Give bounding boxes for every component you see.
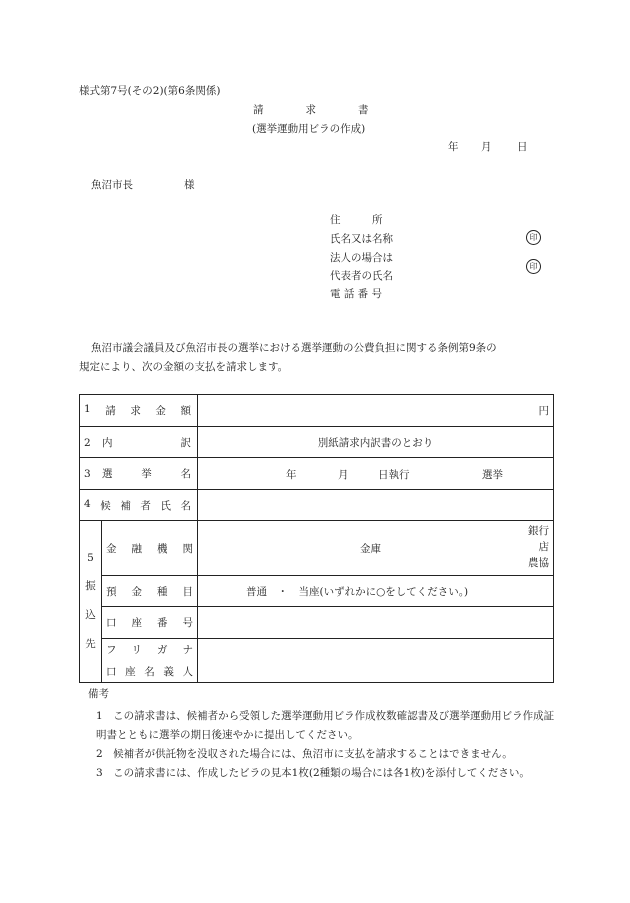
amount-label-cell	[80, 395, 198, 427]
label-char: 者	[140, 499, 151, 512]
election-value-cell[interactable]	[198, 458, 554, 490]
applicant-corp-line2: 代表者の氏名	[330, 270, 393, 282]
addressee-name: 魚沼市長	[91, 179, 133, 191]
label-char: 選	[102, 468, 113, 480]
date-year-label: 年	[448, 141, 459, 153]
label-char: 挙	[141, 468, 152, 480]
label-char: 名	[144, 665, 155, 678]
furigana-label-cell	[102, 639, 198, 661]
row-number: 3	[84, 468, 91, 480]
form-number: 様式第7号(その2)(第6条関係)	[79, 85, 221, 97]
label-char: 先	[85, 638, 96, 650]
label-char: 額	[180, 405, 191, 417]
label-char: リ	[131, 644, 142, 657]
page-subtitle: (選挙運動用ビラの作成)	[252, 123, 366, 135]
table-row-deposit-type	[80, 576, 554, 607]
label-char: 金	[106, 542, 117, 555]
label-char: 氏	[160, 499, 171, 512]
body-text-line2: 規定により、次の金額の支払を請求します。	[79, 361, 289, 373]
label-char: 内	[102, 436, 113, 449]
election-year-label: 年	[286, 468, 297, 481]
body-text-line1: 魚沼市議会議員及び魚沼市長の選挙における選挙運動の公費負担に関する条例第9条の	[91, 342, 497, 354]
row-number: 1	[84, 403, 91, 415]
row-number: 4	[84, 497, 91, 510]
label-char: 名	[180, 499, 191, 512]
seal-mark-1	[526, 230, 541, 245]
label-char: 座	[125, 665, 136, 678]
account-value-cell[interactable]	[198, 607, 554, 639]
label-char: ナ	[182, 644, 193, 657]
bank-type-branch: 店	[538, 541, 549, 553]
label-char: 目	[182, 585, 193, 598]
label-char: 預	[106, 585, 117, 598]
label-char: 口	[106, 665, 117, 678]
holder-label-cell	[102, 661, 198, 683]
bank-label-cell	[102, 521, 198, 576]
note-item-3: 3 この請求書には、作成したビラの見本1枚(2種類の場合には各1枚)を添付してください。	[96, 767, 530, 779]
table-row-election	[80, 458, 554, 490]
amount-value-cell[interactable]	[198, 395, 554, 427]
label-char: 名	[180, 468, 191, 480]
holder-value-cell[interactable]	[198, 639, 554, 683]
row-number: 2	[84, 436, 91, 449]
transfer-side-cell	[80, 521, 102, 683]
label-char: ガ	[157, 644, 168, 657]
election-suffix-label: 選挙	[482, 468, 503, 481]
label-char: 補	[120, 499, 131, 512]
label-char: 込	[85, 609, 96, 621]
addressee-honorific: 様	[184, 179, 195, 191]
label-char: 金	[155, 405, 166, 417]
table-row-candidate	[80, 490, 554, 521]
label-char: 座	[131, 617, 142, 629]
label-char: フ	[106, 644, 117, 657]
note-item-1: 1 この請求書は、候補者から受領した選挙運動用ビラ作成枚数確認書及び選挙運動用ビラ作成証明書とともに選挙の期日後速やかに提出してください。	[96, 710, 555, 741]
candidate-value-cell[interactable]	[198, 490, 554, 521]
election-label-cell	[80, 458, 198, 490]
account-label-cell	[102, 607, 198, 639]
election-month-label: 月	[338, 468, 349, 481]
notes-title: 備考	[88, 688, 109, 700]
label-char: 人	[182, 665, 193, 678]
table-row-account-number	[80, 607, 554, 639]
date-day-label: 日	[517, 141, 528, 153]
breakdown-value: 別紙請求内訳書のとおり	[317, 436, 434, 449]
label-char: 機	[157, 542, 168, 555]
applicant-address-label: 住 所	[330, 214, 383, 226]
seal-mark-2	[526, 259, 541, 274]
applicant-name-label: 氏名又は名称	[330, 233, 393, 245]
seal-icon: 印	[526, 259, 541, 274]
label-char: 訳	[180, 436, 191, 449]
applicant-phone-label: 電 話 番 号	[330, 288, 383, 300]
seal-icon: 印	[526, 230, 541, 245]
label-char: 関	[182, 542, 193, 555]
label-char: 号	[182, 617, 193, 629]
label-char: 候	[100, 499, 111, 512]
breakdown-value-cell	[198, 427, 554, 458]
table-row-breakdown	[80, 427, 554, 458]
bank-value-cell[interactable]	[198, 521, 554, 576]
applicant-corp-line1: 法人の場合は	[330, 252, 393, 264]
table-row-amount	[80, 395, 554, 427]
table-row-bank	[80, 521, 554, 576]
date-month-label: 月	[481, 141, 492, 153]
label-char: 請	[105, 405, 116, 417]
label-char: 口	[106, 617, 117, 629]
table-row-holder-furigana	[80, 639, 554, 661]
label-char: 振	[85, 580, 96, 592]
label-char: 種	[157, 585, 168, 598]
bank-type-nokyo: 農協	[528, 557, 549, 569]
election-day-label: 日執行	[378, 468, 410, 481]
deposit-label-cell	[102, 576, 198, 607]
candidate-label-cell	[80, 490, 198, 521]
label-char: 求	[130, 405, 141, 417]
label-char: 金	[131, 585, 142, 598]
deposit-value-cell[interactable]	[198, 576, 554, 607]
bank-type-shinkin: 金庫	[360, 543, 381, 555]
claim-table	[79, 394, 554, 683]
page-title: 請 求 書	[253, 104, 369, 116]
row-number: 5	[87, 552, 94, 564]
deposit-type-options: 普通 ・ 当座(いずれかに○をしてください。)	[246, 585, 469, 598]
label-char: 融	[131, 542, 142, 555]
label-char: 番	[157, 617, 168, 629]
breakdown-label-cell	[80, 427, 198, 458]
label-char: 義	[163, 665, 174, 678]
yen-unit: 円	[538, 405, 549, 417]
bank-type-bank: 銀行	[528, 525, 549, 537]
note-item-2: 2 候補者が供託物を没収された場合には、魚沼市に支払を請求することはできません。	[96, 748, 513, 760]
